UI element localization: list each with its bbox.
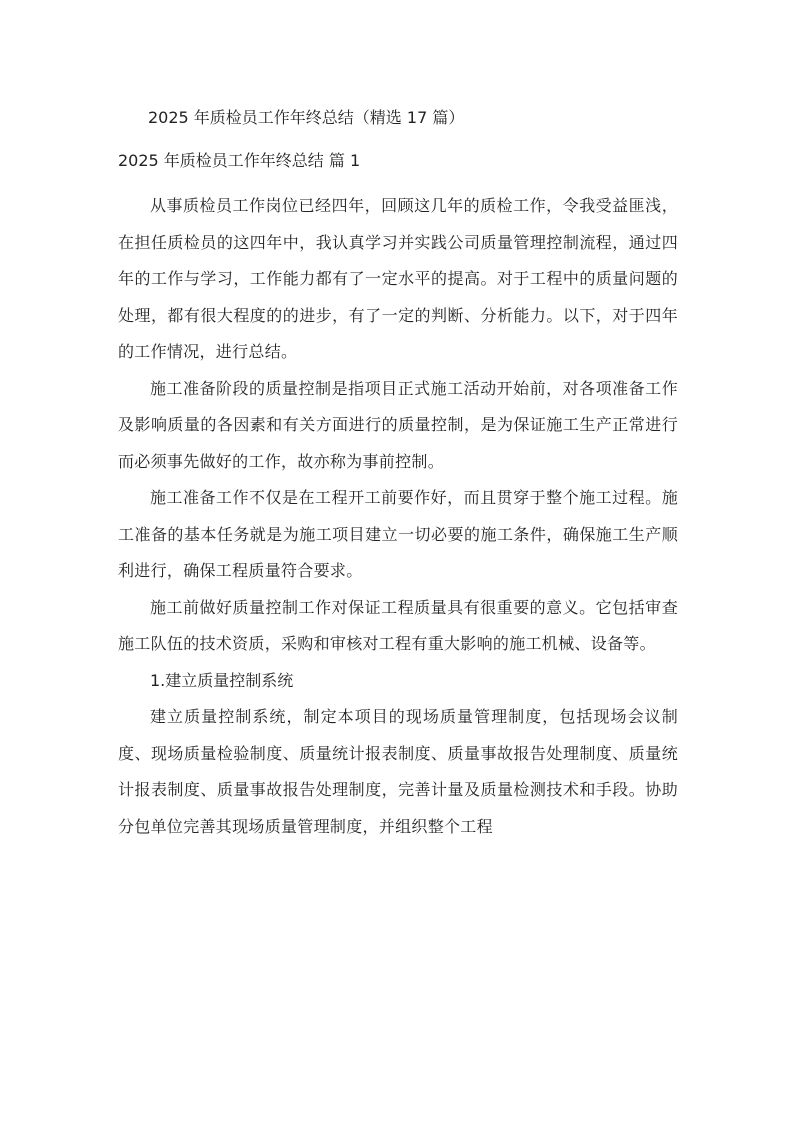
subheading: 1.建立质量控制系统 xyxy=(150,670,294,690)
paragraph-5: 建立质量控制系统，制定本项目的现场质量管理制度，包括现场会议制度、现场质量检验制度、质量统计报表制度、质量事故报告处理制度、质量统计报表制度、质量事故报告处理制度，完善计量及质量检测技术和手段。协助分包单位完善其现场质量管理制度，并组织整个工程 xyxy=(118,707,678,836)
paragraph-2: 施工准备阶段的质量控制是指项目正式施工活动开始前，对各项准备工作及影响质量的各因素和有关方面进行的质量控制，是为保证施工生产正常进行而必须事先做好的工作，故亦称为事前控制。 xyxy=(118,378,678,471)
document-body xyxy=(118,188,678,845)
paragraph-3: 施工准备工作不仅是在工程开工前要作好，而且贯穿于整个施工过程。施工准备的基本任务就是为施工项目建立一切必要的施工条件，确保施工生产顺利进行，确保工程质量符合要求。 xyxy=(118,488,678,580)
paragraph-4: 施工前做好质量控制工作对保证工程质量具有很重要的意义。它包括审查施工队伍的技术资质，采购和审核对工程有重大影响的施工机械、设备等。 xyxy=(118,597,678,653)
section-title: 2025 年质检员工作年终总结 篇 1 xyxy=(118,151,361,170)
document-title: 2025 年质检员工作年终总结（精选 17 篇） xyxy=(148,108,465,127)
paragraph-1: 从事质检员工作岗位已经四年，回顾这几年的质检工作，令我受益匪浅，在担任质检员的这四年中，我认真学习并实践公司质量管理控制流程，通过四年的工作与学习，工作能力都有了一定水平的提高。对于工程中的质量问题的处理，都有很大程度的的进步，有了一定的判断、分析能力。以下，对于四年的工作情况，进行总结。 xyxy=(118,196,678,361)
